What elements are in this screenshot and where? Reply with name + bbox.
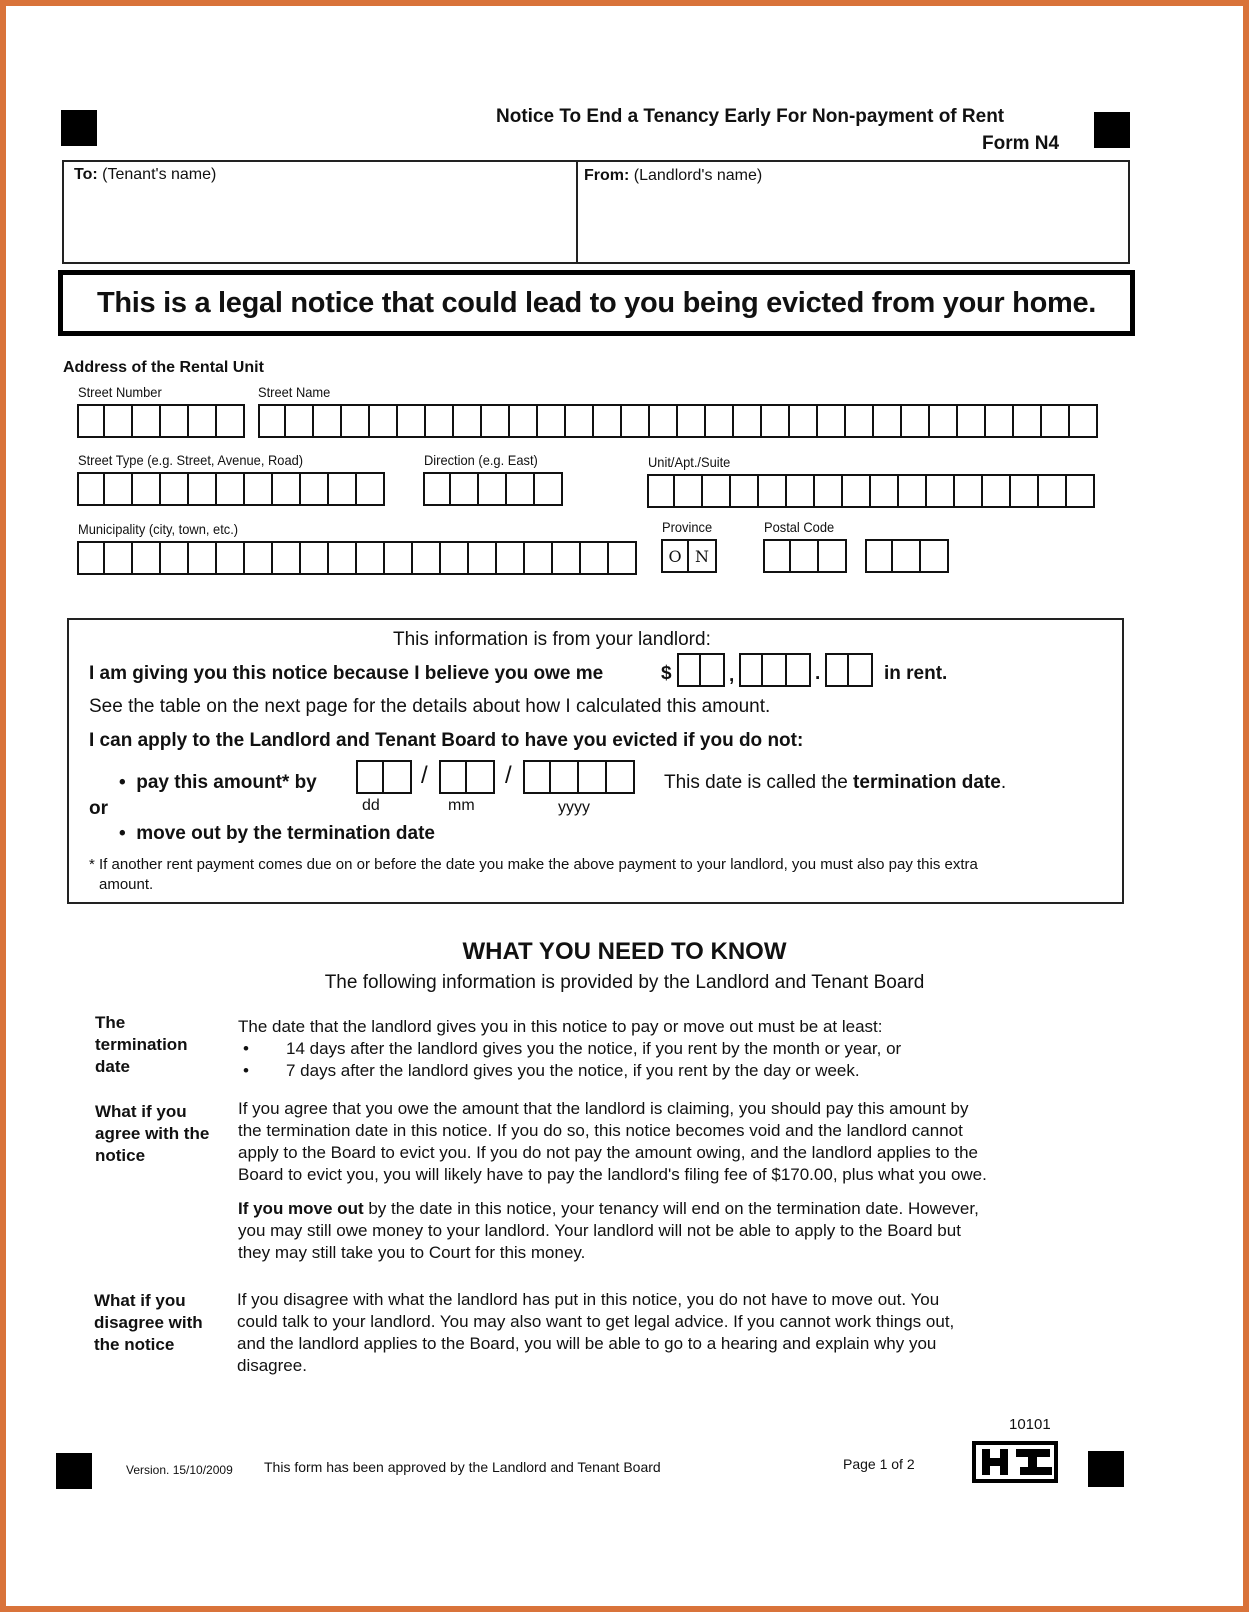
form-box-cell[interactable] bbox=[245, 472, 273, 506]
form-box-cell[interactable] bbox=[356, 760, 384, 794]
section-disagree-label: What if you disagree with the notice bbox=[94, 1291, 203, 1354]
form-box-cell[interactable] bbox=[342, 404, 370, 438]
form-box-cell[interactable] bbox=[286, 404, 314, 438]
date-slash: / bbox=[505, 762, 512, 789]
ltb-logo-icon bbox=[972, 1441, 1058, 1483]
amount-thousands-boxes[interactable] bbox=[677, 653, 725, 687]
street-name-label: Street Name bbox=[258, 384, 331, 400]
mm-label: mm bbox=[448, 797, 475, 814]
form-box-cell[interactable] bbox=[763, 653, 787, 687]
date-mm-boxes[interactable] bbox=[439, 760, 495, 794]
form-box-cell[interactable] bbox=[609, 541, 637, 575]
form-box-cell[interactable] bbox=[469, 541, 497, 575]
form-box-cell[interactable] bbox=[454, 404, 482, 438]
form-box-cell[interactable] bbox=[1067, 474, 1095, 508]
form-box-cell[interactable] bbox=[314, 404, 342, 438]
form-box-cell[interactable] bbox=[678, 404, 706, 438]
form-box-cell[interactable] bbox=[675, 474, 703, 508]
direction-boxes[interactable] bbox=[423, 472, 563, 506]
section-disagree-text: If you disagree with what the landlord has put in this notice, you do not have to move out. You could talk to your landlord. You may also want to get legal advice. If you cannot work things out, and the landlord applies to the Board, you will be able to go to a hearing and explain why you disagree. bbox=[237, 1290, 955, 1375]
form-box-cell[interactable] bbox=[357, 472, 385, 506]
postal-code-second-boxes[interactable] bbox=[865, 539, 949, 573]
province-boxes bbox=[661, 539, 717, 573]
form-box-cell[interactable] bbox=[899, 474, 927, 508]
form-box-cell[interactable] bbox=[607, 760, 635, 794]
form-box-cell[interactable] bbox=[902, 404, 930, 438]
form-box-cell[interactable] bbox=[763, 539, 791, 573]
form-box-cell[interactable] bbox=[1014, 404, 1042, 438]
registration-mark-bottom-left bbox=[56, 1453, 92, 1489]
from-label: From: bbox=[584, 167, 630, 184]
province-char: O bbox=[661, 539, 689, 573]
parties-box bbox=[62, 160, 1130, 264]
date-yyyy-boxes[interactable] bbox=[523, 760, 635, 794]
list-item: • 14 days after the landlord gives you the notice, if you rent by the month or year, or bbox=[243, 1039, 902, 1058]
postal-code-label: Postal Code bbox=[764, 519, 835, 535]
form-title: Notice To End a Tenancy Early For Non-payment of Rent bbox=[496, 106, 1005, 127]
termination-date-note: This date is called the termination date. bbox=[664, 772, 1007, 793]
form-box-cell[interactable] bbox=[701, 653, 725, 687]
unit-label: Unit/Apt./Suite bbox=[648, 454, 731, 470]
form-box-cell[interactable] bbox=[497, 541, 525, 575]
version-text: Version. 15/10/2009 bbox=[126, 1463, 233, 1477]
form-box-cell[interactable] bbox=[815, 474, 843, 508]
form-box-cell[interactable] bbox=[927, 474, 955, 508]
form-box-cell[interactable] bbox=[384, 760, 412, 794]
form-box-cell[interactable] bbox=[479, 472, 507, 506]
municipality-label: Municipality (city, town, etc.) bbox=[78, 521, 239, 537]
form-box-cell[interactable] bbox=[818, 404, 846, 438]
form-box-cell[interactable] bbox=[77, 404, 105, 438]
tenant-name-hint: (Tenant's name) bbox=[102, 166, 217, 183]
form-box-cell[interactable] bbox=[706, 404, 734, 438]
form-box-cell[interactable] bbox=[385, 541, 413, 575]
form-box-cell[interactable] bbox=[986, 404, 1014, 438]
form-box-cell[interactable] bbox=[217, 404, 245, 438]
bullet-pay-text: pay this amount* by bbox=[136, 772, 317, 793]
form-box-cell[interactable] bbox=[787, 653, 811, 687]
form-box-cell[interactable] bbox=[762, 404, 790, 438]
form-box-cell[interactable] bbox=[551, 760, 579, 794]
form-box-cell[interactable] bbox=[759, 474, 787, 508]
bullet-pay-amount: • pay this amount* by bbox=[119, 772, 317, 793]
form-box-cell[interactable] bbox=[439, 760, 467, 794]
to-label: To: bbox=[74, 166, 98, 183]
form-box-cell[interactable] bbox=[273, 541, 301, 575]
landlord-name-hint: (Landlord's name) bbox=[633, 167, 763, 184]
form-box-cell[interactable] bbox=[535, 472, 563, 506]
form-box-cell[interactable] bbox=[849, 653, 873, 687]
form-box-cell[interactable] bbox=[791, 539, 819, 573]
landlord-name-field[interactable] bbox=[578, 162, 1130, 262]
form-box-cell[interactable] bbox=[677, 653, 701, 687]
list-item: • 7 days after the landlord gives you the notice, if you rent by the day or week. bbox=[243, 1061, 860, 1080]
section-agree-text: If you agree that you owe the amount that the landlord is claiming, you should pay this amount by the termination date in this notice. If you do so, this notice becomes void and the landlord cannot apply to the Board to evict you. If you do not pay the amount owing, and the landlord applies to the Board to evict you, you will likely have to pay the landlord's filing fee of $170.00, plus what you owe. bbox=[238, 1099, 987, 1184]
section-moveout-text: If you move out by the date in this notice, your tenancy will end on the termination date. However, you may still owe money to your landlord. Your landlord will not be able to apply to the Board but they may still take you to Court for this money. bbox=[238, 1199, 979, 1262]
postal-code-first-boxes[interactable] bbox=[763, 539, 847, 573]
form-box-cell[interactable] bbox=[161, 404, 189, 438]
form-box-cell[interactable] bbox=[1042, 404, 1070, 438]
amount-period: . bbox=[815, 663, 821, 684]
form-box-cell[interactable] bbox=[189, 404, 217, 438]
form-box-cell[interactable] bbox=[451, 472, 479, 506]
section-termination-text: The date that the landlord gives you in this notice to pay or move out must be at least: • 14 days after the landlord gives you the notice, if you rent by the month or year, or • 7 days after the landlord gives you the notice, if you rent by the day or week. bbox=[238, 1017, 902, 1080]
dollar-sign: $ bbox=[661, 663, 672, 684]
form-box-cell[interactable] bbox=[105, 404, 133, 438]
form-box-cell[interactable] bbox=[357, 541, 385, 575]
form-box-cell[interactable] bbox=[650, 404, 678, 438]
section-termination-label: The termination date bbox=[95, 1013, 188, 1076]
form-box-cell[interactable] bbox=[217, 541, 245, 575]
unit-boxes[interactable] bbox=[647, 474, 1095, 508]
form-box-cell[interactable] bbox=[734, 404, 762, 438]
yyyy-label: yyyy bbox=[558, 799, 590, 816]
form-box-cell[interactable] bbox=[525, 541, 553, 575]
form-box-cell[interactable] bbox=[983, 474, 1011, 508]
or-label: or bbox=[89, 798, 108, 819]
form-number: Form N4 bbox=[982, 133, 1060, 154]
date-slash: / bbox=[421, 762, 428, 789]
province-char: N bbox=[689, 539, 717, 573]
legal-warning-banner bbox=[58, 270, 1135, 336]
form-box-cell[interactable] bbox=[133, 404, 161, 438]
form-box-cell[interactable] bbox=[1039, 474, 1067, 508]
form-box-cell[interactable] bbox=[370, 404, 398, 438]
section-agree-label: What if you agree with the notice bbox=[95, 1102, 210, 1165]
form-box-cell[interactable] bbox=[441, 541, 469, 575]
form-box-cell[interactable] bbox=[893, 539, 921, 573]
tenant-name-field[interactable] bbox=[64, 162, 578, 262]
form-box-cell[interactable] bbox=[846, 404, 874, 438]
form-box-cell[interactable] bbox=[467, 760, 495, 794]
form-box-cell[interactable] bbox=[523, 760, 551, 794]
amount-hundreds-boxes[interactable] bbox=[739, 653, 811, 687]
form-box-cell[interactable] bbox=[865, 539, 893, 573]
form-box-cell[interactable] bbox=[622, 404, 650, 438]
form-box-cell[interactable] bbox=[398, 404, 426, 438]
form-box-cell[interactable] bbox=[843, 474, 871, 508]
legal-warning-text: This is a legal notice that could lead to you being evicted from your home. bbox=[96, 286, 1097, 319]
dd-label: dd bbox=[362, 797, 380, 814]
form-box-cell[interactable] bbox=[874, 404, 902, 438]
form-box-cell[interactable] bbox=[77, 472, 105, 506]
form-box-cell[interactable] bbox=[739, 653, 763, 687]
see-table-note: See the table on the next page for the details about how I calculated this amount. bbox=[89, 696, 771, 717]
form-box-cell[interactable] bbox=[217, 472, 245, 506]
know-heading: WHAT YOU NEED TO KNOW bbox=[462, 938, 787, 965]
form-box-cell[interactable] bbox=[301, 541, 329, 575]
street-type-label: Street Type (e.g. Street, Avenue, Road) bbox=[78, 452, 304, 468]
form-box-cell[interactable] bbox=[413, 541, 441, 575]
landlord-info-box bbox=[67, 618, 1124, 904]
form-box-cell[interactable] bbox=[553, 541, 581, 575]
form-box-cell[interactable] bbox=[189, 472, 217, 506]
street-number-label: Street Number bbox=[78, 384, 162, 400]
municipality-boxes[interactable] bbox=[77, 541, 637, 575]
in-rent-label: in rent. bbox=[884, 663, 948, 684]
form-box-cell[interactable] bbox=[258, 404, 286, 438]
form-box-cell[interactable] bbox=[329, 541, 357, 575]
street-name-boxes[interactable] bbox=[258, 404, 1098, 438]
registration-mark-bottom-right bbox=[1088, 1451, 1124, 1487]
form-box-cell[interactable] bbox=[77, 541, 105, 575]
approval-text: This form has been approved by the Landlord and Tenant Board bbox=[264, 1459, 661, 1475]
bullet-move-text: move out by the termination date bbox=[136, 823, 435, 844]
form-box-cell[interactable] bbox=[787, 474, 815, 508]
direction-label: Direction (e.g. East) bbox=[424, 452, 538, 468]
registration-mark-top-right bbox=[1094, 112, 1130, 148]
form-box-cell[interactable] bbox=[538, 404, 566, 438]
amount-cents-boxes[interactable] bbox=[825, 653, 873, 687]
form-box-cell[interactable] bbox=[566, 404, 594, 438]
form-box-cell[interactable] bbox=[871, 474, 899, 508]
form-box-cell[interactable] bbox=[133, 541, 161, 575]
street-number-boxes[interactable] bbox=[77, 404, 245, 438]
form-box-cell[interactable] bbox=[189, 541, 217, 575]
province-label: Province bbox=[662, 519, 713, 535]
form-code: 10101 bbox=[1009, 1416, 1051, 1433]
form-box-cell[interactable] bbox=[161, 472, 189, 506]
form-box-cell[interactable] bbox=[647, 474, 675, 508]
address-heading: Address of the Rental Unit bbox=[63, 359, 264, 376]
form-box-cell[interactable] bbox=[423, 472, 451, 506]
form-box-cell[interactable] bbox=[790, 404, 818, 438]
form-box-cell[interactable] bbox=[581, 541, 609, 575]
footnote-line-2: amount. bbox=[99, 876, 154, 893]
footnote-line-1: * If another rent payment comes due on or before the date you make the above payment to your landlord, you must also pay this extra bbox=[89, 856, 978, 873]
form-box-cell[interactable] bbox=[426, 404, 454, 438]
owe-statement: I am giving you this notice because I believe you owe me bbox=[89, 663, 604, 684]
know-subheading: The following information is provided by the Landlord and Tenant Board bbox=[324, 972, 925, 993]
form-box-cell[interactable] bbox=[105, 541, 133, 575]
form-box-cell[interactable] bbox=[594, 404, 622, 438]
landlord-info-intro: This information is from your landlord: bbox=[393, 629, 711, 650]
form-box-cell[interactable] bbox=[579, 760, 607, 794]
form-box-cell[interactable] bbox=[703, 474, 731, 508]
form-box-cell[interactable] bbox=[819, 539, 847, 573]
form-box-cell[interactable] bbox=[921, 539, 949, 573]
form-box-cell[interactable] bbox=[161, 541, 189, 575]
form-box-cell[interactable] bbox=[958, 404, 986, 438]
form-box-cell[interactable] bbox=[301, 472, 329, 506]
amount-comma: , bbox=[729, 665, 735, 686]
form-box-cell[interactable] bbox=[825, 653, 849, 687]
form-box-cell[interactable] bbox=[955, 474, 983, 508]
form-box-cell[interactable] bbox=[1070, 404, 1098, 438]
form-box-cell[interactable] bbox=[482, 404, 510, 438]
form-box-cell[interactable] bbox=[273, 472, 301, 506]
form-box-cell[interactable] bbox=[105, 472, 133, 506]
form-page bbox=[6, 6, 1243, 1606]
can-apply-statement: I can apply to the Landlord and Tenant Board to have you evicted if you do not: bbox=[89, 730, 804, 751]
street-type-boxes[interactable] bbox=[77, 472, 385, 506]
registration-mark-top-left bbox=[61, 110, 97, 146]
form-box-cell[interactable] bbox=[245, 541, 273, 575]
form-box-cell[interactable] bbox=[510, 404, 538, 438]
form-box-cell[interactable] bbox=[731, 474, 759, 508]
form-box-cell[interactable] bbox=[133, 472, 161, 506]
date-dd-boxes[interactable] bbox=[356, 760, 412, 794]
form-box-cell[interactable] bbox=[930, 404, 958, 438]
bullet-move-out: • move out by the termination date bbox=[119, 823, 435, 844]
form-box-cell[interactable] bbox=[507, 472, 535, 506]
form-box-cell[interactable] bbox=[1011, 474, 1039, 508]
page-number: Page 1 of 2 bbox=[843, 1456, 915, 1472]
form-box-cell[interactable] bbox=[329, 472, 357, 506]
